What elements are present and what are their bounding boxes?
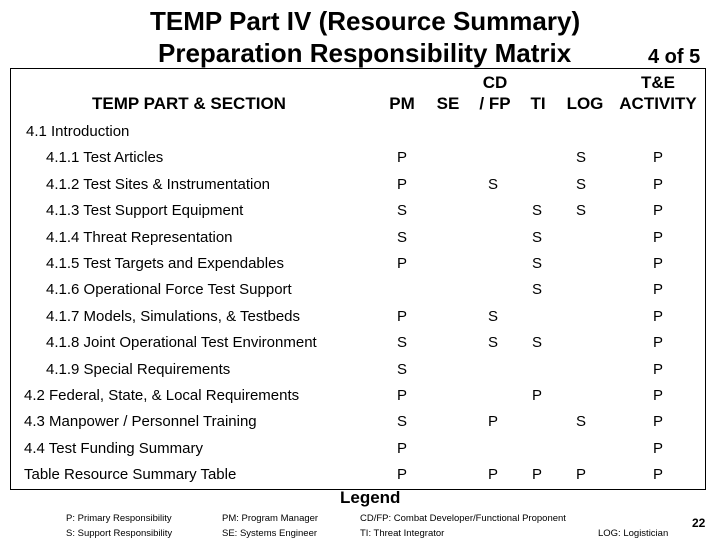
- pm-cell: S: [396, 361, 407, 378]
- log-cell: S: [575, 176, 586, 193]
- te-cell: P: [652, 387, 663, 404]
- legend-item-pm: PM: Program Manager: [222, 513, 319, 524]
- te-cell: P: [652, 308, 663, 325]
- cd-cell: S: [487, 334, 498, 351]
- cd-cell: P: [487, 413, 498, 430]
- pm-cell: P: [396, 255, 407, 272]
- te-cell: P: [652, 440, 663, 457]
- cd-column-header-line1: CD: [482, 73, 508, 92]
- se-column-header: SE: [436, 94, 460, 113]
- te-column-header-line2: ACTIVITY: [619, 94, 697, 113]
- pm-cell: P: [396, 440, 407, 457]
- legend-title: Legend: [340, 488, 401, 507]
- cd-column-header-line2: / FP: [479, 94, 511, 113]
- title-line-2: Preparation Responsibility Matrix: [158, 38, 572, 68]
- table-row: [10, 436, 706, 462]
- te-cell: P: [652, 413, 663, 430]
- te-column-header-line1: T&E: [641, 73, 675, 92]
- log-column-header: LOG: [566, 94, 604, 113]
- pm-column-header: PM: [389, 94, 415, 113]
- pm-cell: P: [396, 387, 407, 404]
- legend-item-primary: P: Primary Responsibility: [66, 513, 172, 524]
- pm-cell: P: [396, 466, 407, 483]
- row-label: 4.1.2 Test Sites & Instrumentation: [46, 176, 271, 193]
- row-label: 4.3 Manpower / Personnel Training: [24, 413, 257, 430]
- title-line-1: TEMP Part IV (Resource Summary): [150, 6, 581, 36]
- row-label: 4.1.5 Test Targets and Expendables: [46, 255, 284, 272]
- log-cell: S: [575, 149, 586, 166]
- ti-column-header: TI: [530, 94, 546, 113]
- row-label: 4.1.4 Threat Representation: [46, 229, 233, 246]
- row-label: 4.1.9 Special Requirements: [46, 361, 231, 378]
- row-label: 4.1.8 Joint Operational Test Environment: [46, 334, 317, 351]
- cd-cell: S: [487, 308, 498, 325]
- table-row: [10, 145, 706, 171]
- row-label: 4.1.1 Test Articles: [46, 149, 164, 166]
- table-row: [10, 409, 706, 435]
- table-row: [10, 277, 706, 303]
- ti-cell: S: [531, 255, 542, 272]
- table-row: [10, 225, 706, 251]
- ti-cell: P: [531, 466, 542, 483]
- pm-cell: P: [396, 308, 407, 325]
- legend-item-ti: TI: Threat Integrator: [360, 528, 445, 539]
- cd-cell: S: [487, 176, 498, 193]
- row-label: Table Resource Summary Table: [24, 466, 237, 483]
- te-cell: P: [652, 202, 663, 219]
- table-row: [10, 251, 706, 277]
- row-label: 4.1.7 Models, Simulations, & Testbeds: [46, 308, 301, 325]
- te-cell: P: [652, 334, 663, 351]
- pm-cell: S: [396, 334, 407, 351]
- row-label: 4.1.3 Test Support Equipment: [46, 202, 244, 219]
- te-cell: P: [652, 176, 663, 193]
- log-cell: S: [575, 202, 586, 219]
- pm-cell: P: [396, 149, 407, 166]
- pm-cell: S: [396, 229, 407, 246]
- te-cell: P: [652, 229, 663, 246]
- row-label: 4.4 Test Funding Summary: [24, 440, 203, 457]
- table-row: [10, 198, 706, 224]
- table-row: [10, 304, 706, 330]
- pm-cell: P: [396, 176, 407, 193]
- pm-cell: S: [396, 413, 407, 430]
- log-cell: P: [575, 466, 586, 483]
- ti-cell: P: [531, 387, 542, 404]
- table-row: [10, 172, 706, 198]
- page-indicator: 4 of 5: [648, 46, 701, 68]
- legend-item-se: SE: Systems Engineer: [222, 528, 318, 539]
- table-row: [10, 119, 706, 145]
- table-row: [10, 357, 706, 383]
- log-cell: S: [575, 413, 586, 430]
- table-row: [10, 383, 706, 409]
- cd-cell: P: [487, 466, 498, 483]
- section-column-header: TEMP PART & SECTION: [92, 94, 286, 113]
- pm-cell: S: [396, 202, 407, 219]
- te-cell: P: [652, 361, 663, 378]
- ti-cell: S: [531, 202, 542, 219]
- te-cell: P: [652, 149, 663, 166]
- ti-cell: S: [531, 334, 542, 351]
- row-label: 4.1 Introduction: [26, 123, 130, 140]
- slide-number: 22: [692, 516, 706, 530]
- te-cell: P: [652, 281, 663, 298]
- row-label: 4.2 Federal, State, & Local Requirements: [24, 387, 300, 404]
- ti-cell: S: [531, 281, 542, 298]
- legend-item-log: LOG: Logistician: [598, 528, 669, 539]
- te-cell: P: [652, 255, 663, 272]
- legend-item-cdfp: CD/FP: Combat Developer/Functional Proponent: [360, 513, 566, 524]
- legend-item-support: S: Support Responsibility: [66, 528, 173, 539]
- te-cell: P: [652, 466, 663, 483]
- ti-cell: S: [531, 229, 542, 246]
- table-row: [10, 462, 706, 488]
- row-label: 4.1.6 Operational Force Test Support: [46, 281, 292, 298]
- table-row: [10, 330, 706, 356]
